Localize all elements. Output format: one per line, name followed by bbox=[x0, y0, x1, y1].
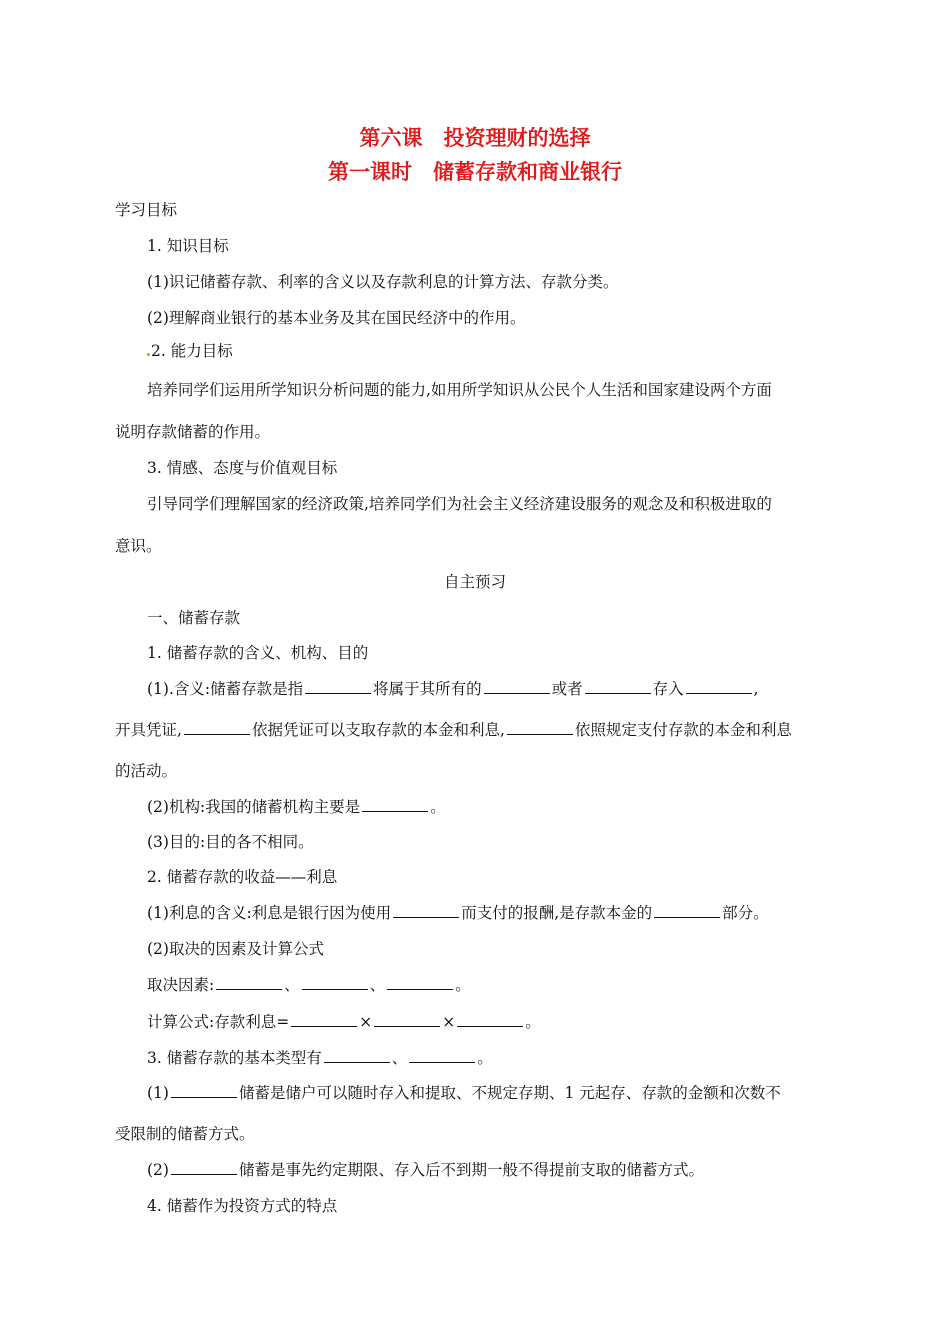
blank[interactable] bbox=[362, 797, 428, 812]
item-4-heading: 4. 储蓄作为投资方式的特点 bbox=[147, 1197, 338, 1215]
blank[interactable] bbox=[184, 720, 250, 735]
emotion-heading: 3. 情感、态度与价值观目标 bbox=[147, 459, 338, 477]
blank[interactable] bbox=[409, 1048, 475, 1063]
preview-heading: 自主预习 bbox=[443, 573, 506, 591]
item-3-1-line: (1) 储蓄是储户可以随时存入和提取、不规定存期、1 元起存、存款的金额和次数不 bbox=[147, 1084, 781, 1102]
item-1-3-line: (3)目的:目的各不相同。 bbox=[147, 833, 314, 851]
lesson-subtitle: 第一课时 储蓄存款和商业银行 bbox=[328, 160, 622, 184]
lesson-title: 第六课 投资理财的选择 bbox=[359, 126, 591, 150]
knowledge-heading: 1. 知识目标 bbox=[147, 237, 229, 255]
blank[interactable] bbox=[507, 720, 573, 735]
blank[interactable] bbox=[305, 679, 371, 694]
blank[interactable] bbox=[457, 1012, 523, 1027]
item-1-1-line: (1).含义:储蓄存款是指 将属于其所有的 或者 存入 , bbox=[147, 680, 759, 698]
item-2-heading: 2. 储蓄存款的收益——利息 bbox=[147, 868, 338, 886]
knowledge-item-2: (2)理解商业银行的基本业务及其在国民经济中的作用。 bbox=[147, 309, 526, 327]
item-2-1-line: (1)利息的含义:利息是银行因为使用 而支付的报酬,是存款本金的 部分。 bbox=[147, 904, 769, 922]
blank[interactable] bbox=[302, 975, 368, 990]
item-2-2-line: (2)取决的因素及计算公式 bbox=[147, 940, 324, 958]
ability-text-2: 说明存款储蓄的作用。 bbox=[115, 423, 271, 441]
mark-dot bbox=[147, 353, 150, 356]
blank[interactable] bbox=[654, 903, 720, 918]
blank[interactable] bbox=[171, 1083, 237, 1098]
blank[interactable] bbox=[484, 679, 550, 694]
emotion-text-1: 引导同学们理解国家的经济政策,培养同学们为社会主义经济建设服务的观念及和积极进取的 bbox=[147, 495, 772, 513]
knowledge-item-1: (1)识记储蓄存款、利率的含义以及存款利息的计算方法、存款分类。 bbox=[147, 273, 619, 291]
blank[interactable] bbox=[374, 1012, 440, 1027]
blank[interactable] bbox=[387, 975, 453, 990]
blank[interactable] bbox=[291, 1012, 357, 1027]
item-1-heading: 1. 储蓄存款的含义、机构、目的 bbox=[147, 644, 369, 662]
blank[interactable] bbox=[393, 903, 459, 918]
blank[interactable] bbox=[216, 975, 282, 990]
item-1-1-line-3: 的活动。 bbox=[115, 762, 178, 780]
ability-text-1: 培养同学们运用所学知识分析问题的能力,如用所学知识从公民个人生活和国家建设两个方面 bbox=[147, 381, 772, 399]
goals-heading: 学习目标 bbox=[115, 201, 178, 219]
blank[interactable] bbox=[324, 1048, 390, 1063]
emotion-text-2: 意识。 bbox=[115, 537, 162, 555]
item-3-1-line-2: 受限制的储蓄方式。 bbox=[115, 1125, 255, 1143]
section-1-heading: 一、储蓄存款 bbox=[147, 609, 241, 627]
item-3-line: 3. 储蓄存款的基本类型有 、 。 bbox=[147, 1049, 493, 1067]
item-1-2-line: (2)机构:我国的储蓄机构主要是 。 bbox=[147, 798, 446, 816]
blank[interactable] bbox=[686, 679, 752, 694]
factors-line: 取决因素: 、 、 。 bbox=[147, 976, 471, 994]
item-3-2-line: (2) 储蓄是事先约定期限、存入后不到期一般不得提前支取的储蓄方式。 bbox=[147, 1161, 704, 1179]
blank[interactable] bbox=[585, 679, 651, 694]
item-1-1-line-2: 开具凭证, 依据凭证可以支取存款的本金和利息, 依照规定支付存款的本金和利息 bbox=[115, 721, 792, 739]
ability-heading: 2. 能力目标 bbox=[147, 341, 233, 361]
blank[interactable] bbox=[171, 1160, 237, 1175]
formula-line: 计算公式:存款利息= × × 。 bbox=[147, 1013, 541, 1031]
